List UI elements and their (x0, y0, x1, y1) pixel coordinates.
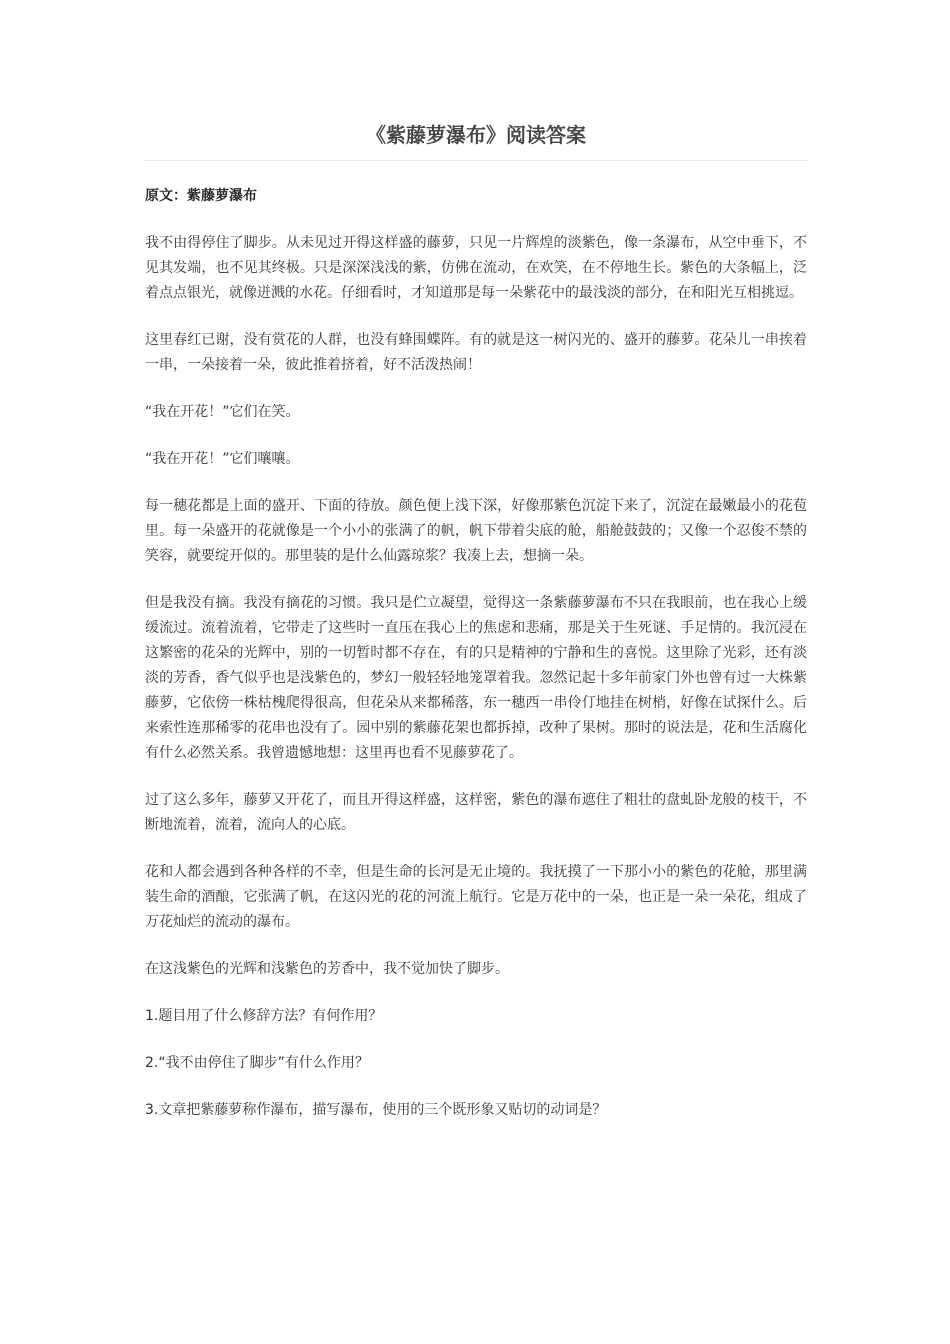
paragraph-3: “我在开花！”它们在笑。 (145, 404, 300, 420)
document-page (145, 118, 807, 1123)
paragraph-7: 过了这么多年，藤萝又开花了，而且开得这样盛，这样密，紫色的瀑布遮住了粗壮的盘虬卧龙般的枝干，不断地流着，流着，流向人的心底。 (145, 792, 807, 833)
paragraph-4: “我在开花！”它们嚷嚷。 (145, 451, 300, 467)
document-title: 《紫藤萝瀑布》阅读答案 (145, 118, 807, 161)
source-subtitle: 原文：紫藤萝瀑布 (145, 188, 257, 204)
question-3: 3.文章把紫藤萝称作瀑布，描写瀑布，使用的三个既形象又贴切的动词是？ (145, 1102, 607, 1118)
question-2: 2.“我不由停住了脚步”有什么作用？ (145, 1055, 369, 1071)
paragraph-8: 花和人都会遇到各种各样的不幸，但是生命的长河是无止境的。我抚摸了一下那小小的紫色的花舱，那里满装生命的酒酿，它张满了帆，在这闪光的花的河流上航行。它是万花中的一朵，也正是一朵一朵花，组成了万花灿烂的流动的瀑布。 (145, 864, 807, 930)
paragraph-9: 在这浅紫色的光辉和浅紫色的芳香中，我不觉加快了脚步。 (145, 961, 509, 977)
paragraph-5: 每一穗花都是上面的盛开、下面的待放。颜色便上浅下深，好像那紫色沉淀下来了，沉淀在最嫩最小的花苞里。每一朵盛开的花就像是一个小小的张满了的帆，帆下带着尖底的舱，船舱鼓鼓的；又像一个忍俊不禁的笑容，就要绽开似的。那里装的是什么仙露琼浆？我凑上去，想摘一朵。 (145, 498, 807, 564)
question-1: 1.题目用了什么修辞方法？有何作用？ (145, 1008, 383, 1024)
paragraph-2: 这里春红已谢，没有赏花的人群，也没有蜂围蝶阵。有的就是这一树闪光的、盛开的藤萝。花朵儿一串挨着一串，一朵接着一朵，彼此推着挤着，好不活泼热闹！ (145, 332, 807, 373)
paragraph-1: 我不由得停住了脚步。从未见过开得这样盛的藤萝，只见一片辉煌的淡紫色，像一条瀑布，从空中垂下，不见其发端，也不见其终极。只是深深浅浅的紫，仿佛在流动，在欢笑，在不停地生长。紫色的大条幅上，泛着点点银光，就像迸溅的水花。仔细看时，才知道那是每一朵紫花中的最浅淡的部分，在和阳光互相挑逗。 (145, 235, 807, 301)
paragraph-6: 但是我没有摘。我没有摘花的习惯。我只是伫立凝望，觉得这一条紫藤萝瀑布不只在我眼前，也在我心上缓缓流过。流着流着，它带走了这些时一直压在我心上的焦虑和悲痛，那是关于生死谜、手足情的。我沉浸在这繁密的花朵的光辉中，别的一切暂时都不存在，有的只是精神的宁静和生的喜悦。这里除了光彩，还有淡淡的芳香，香气似乎也是浅紫色的，梦幻一般轻轻地笼罩着我。忽然记起十多年前家门外也曾有过一大株紫藤萝，它依傍一株枯槐爬得很高，但花朵从来都稀落，东一穗西一串伶仃地挂在树梢，好像在试探什么。后来索性连那稀零的花串也没有了。园中别的紫藤花架也都拆掉，改种了果树。那时的说法是，花和生活腐化有什么必然关系。我曾遗憾地想：这里再也看不见藤萝花了。 (145, 595, 807, 761)
